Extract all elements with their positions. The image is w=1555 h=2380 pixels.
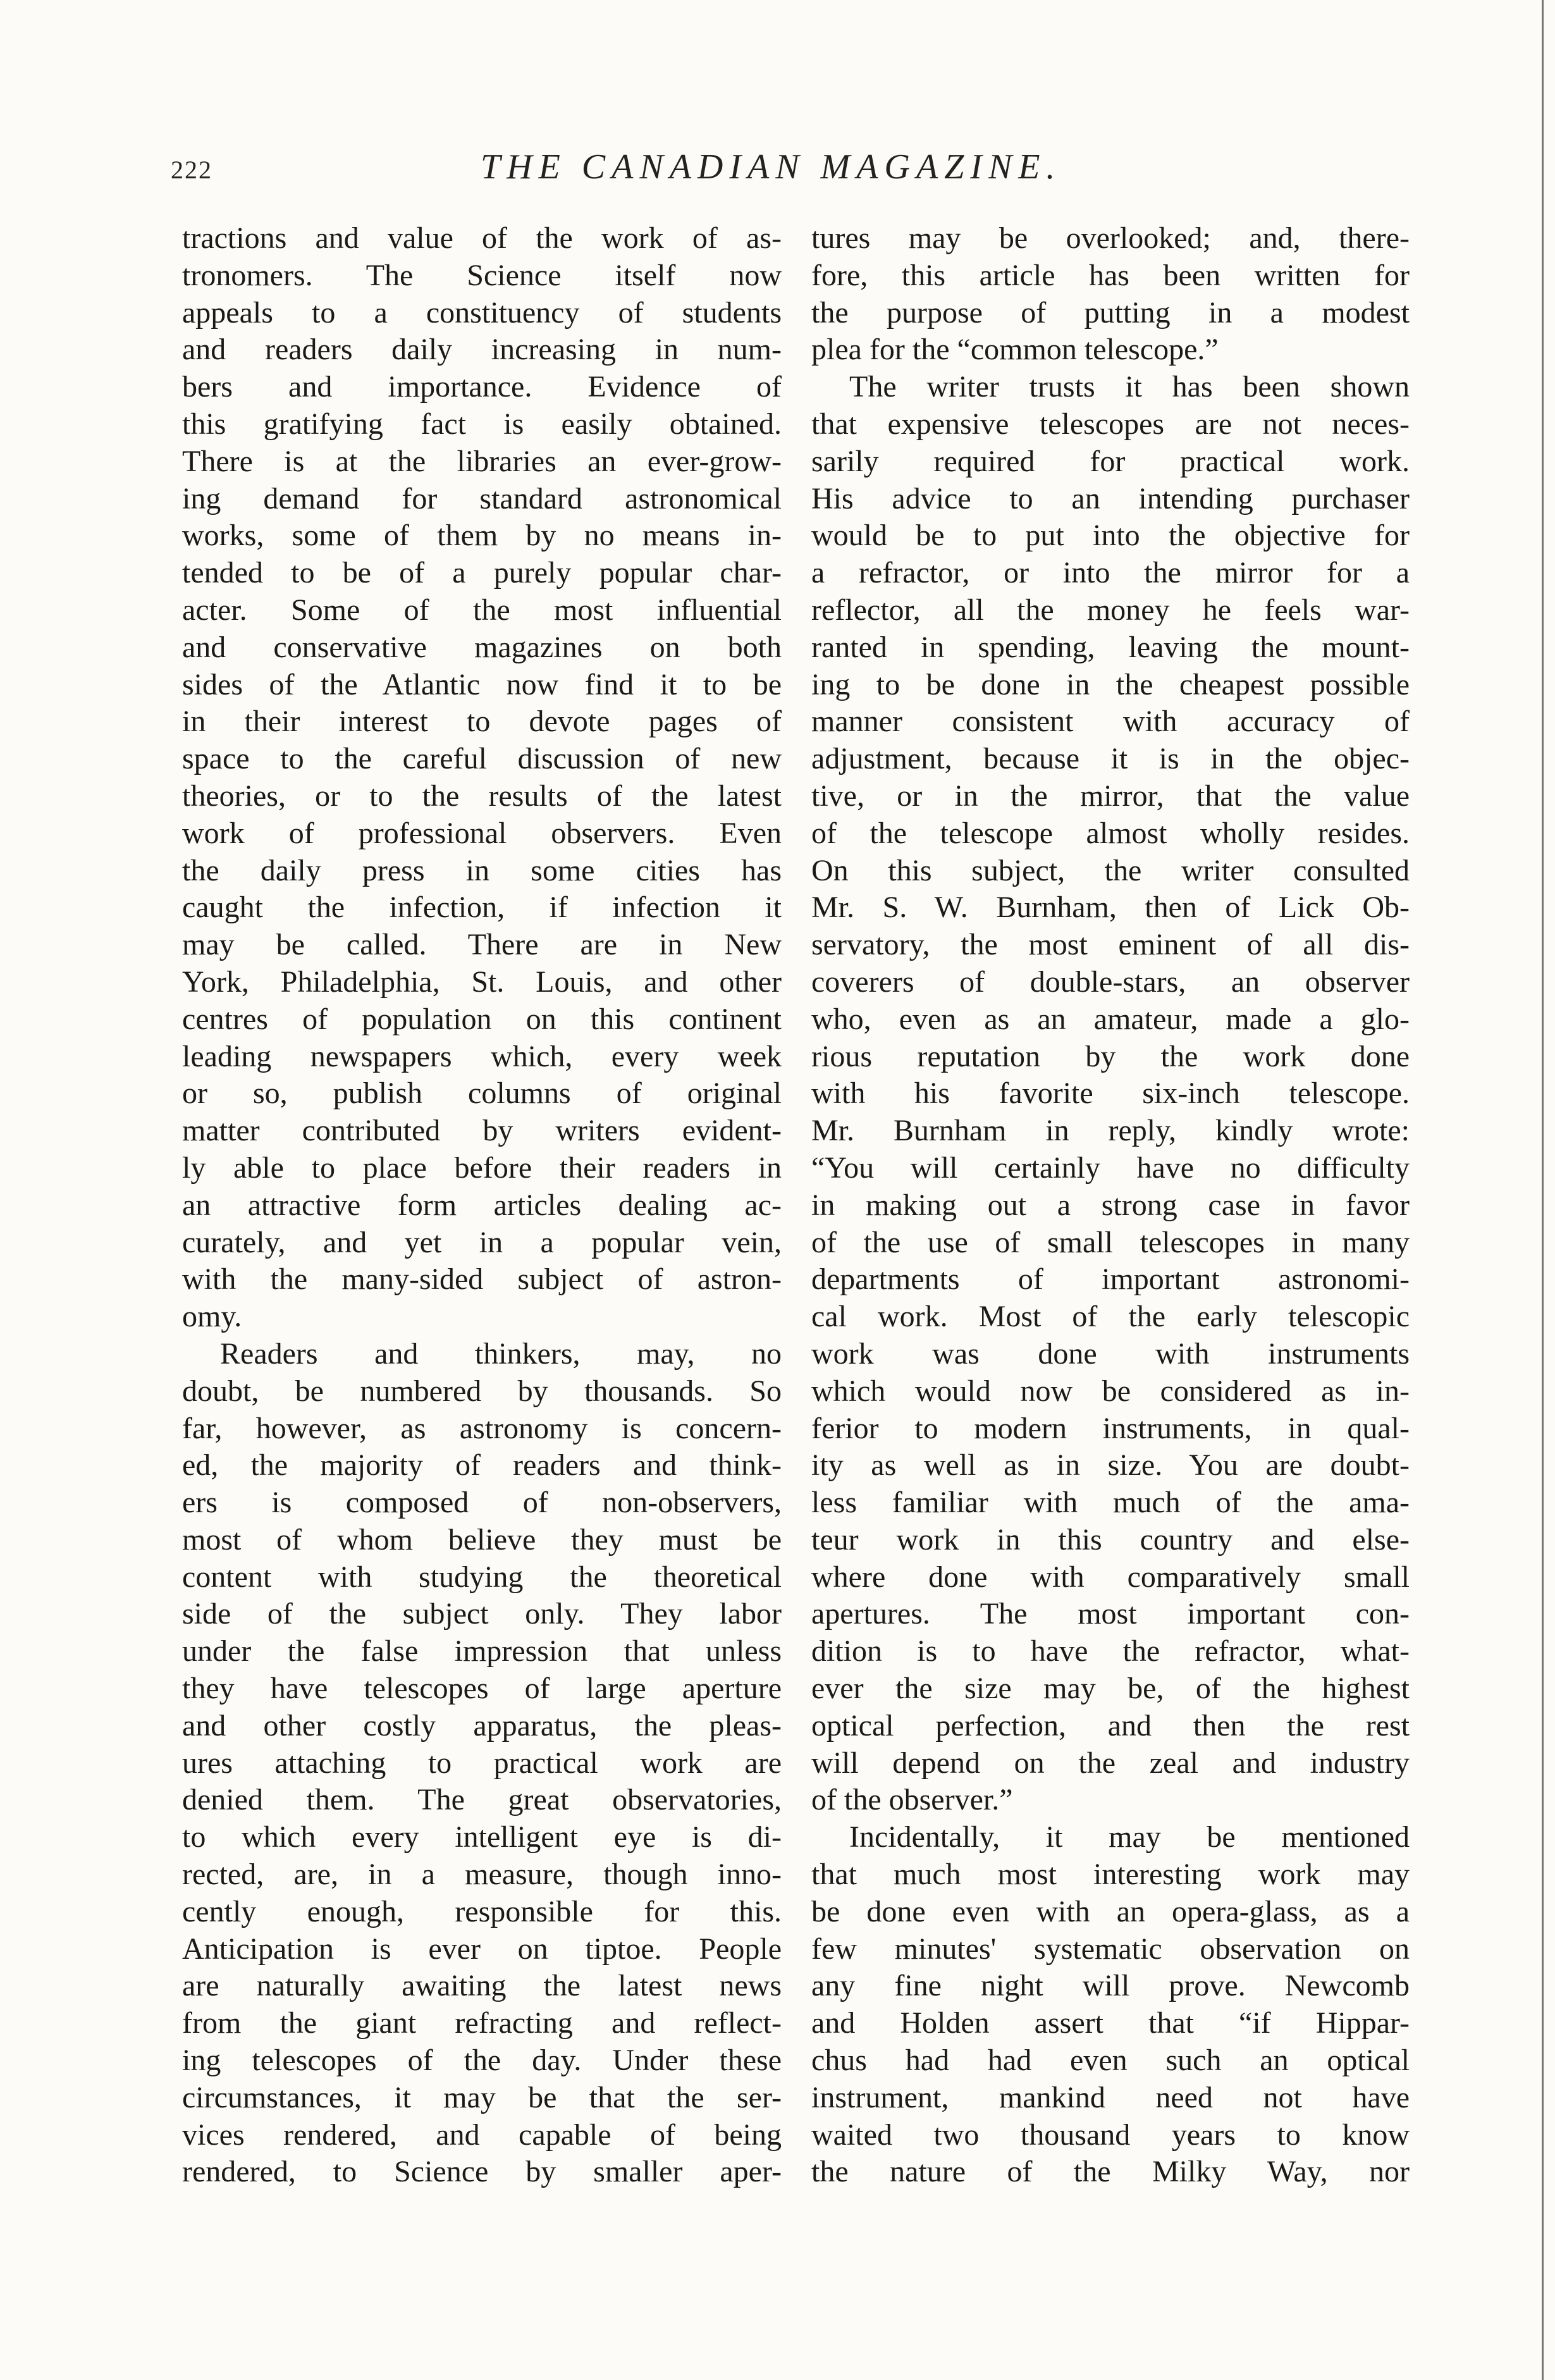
text-line: the daily press in some cities has <box>182 853 782 887</box>
text-line: acter. Some of the most influential <box>182 593 782 627</box>
text-line: content with studying the theoretical <box>182 1560 782 1594</box>
text-line: from the giant refracting and reflect- <box>182 2006 782 2040</box>
text-line: waited two thousand years to know <box>811 2118 1410 2152</box>
text-line: servatory, the most eminent of all dis- <box>811 928 1410 962</box>
text-line: optical perfection, and then the rest <box>811 1708 1410 1742</box>
text-line: an attractive form articles dealing ac- <box>182 1188 782 1222</box>
text-line: cal work. Most of the early telescopic <box>811 1300 1410 1334</box>
text-line: of the telescope almost wholly resides. <box>811 816 1410 850</box>
text-line: circumstances, it may be that the ser- <box>182 2080 782 2114</box>
text-line: work was done with instruments <box>811 1336 1410 1371</box>
text-line: ly able to place before their readers in <box>182 1150 782 1185</box>
text-line: any fine night will prove. Newcomb <box>811 1969 1410 2003</box>
text-line: sarily required for practical work. <box>811 444 1410 478</box>
text-line: Mr. Burnham in reply, kindly wrote: <box>811 1114 1410 1148</box>
text-line: York, Philadelphia, St. Louis, and other <box>182 965 782 999</box>
text-line: appeals to a constituency of students <box>182 295 782 330</box>
text-line: tronomers. The Science itself now <box>182 258 782 292</box>
text-line: centres of population on this continent <box>182 1002 782 1036</box>
text-line: in making out a strong case in favor <box>811 1188 1410 1222</box>
text-line: omy. <box>182 1300 242 1334</box>
text-line: manner consistent with accuracy of <box>811 705 1410 739</box>
page-edge-rule <box>1542 0 1544 2380</box>
text-line: ed, the majority of readers and think- <box>182 1448 782 1483</box>
text-line: adjustment, because it is in the objec- <box>811 742 1410 776</box>
text-line: reflector, all the money he feels war- <box>811 593 1410 627</box>
text-line: matter contributed by writers evident- <box>182 1114 782 1148</box>
text-line: tive, or in the mirror, that the value <box>811 779 1410 813</box>
text-line: dition is to have the refractor, what- <box>811 1634 1410 1668</box>
text-line: vices rendered, and capable of being <box>182 2118 782 2152</box>
text-line: His advice to an intending purchaser <box>811 481 1410 515</box>
text-line: works, some of them by no means in- <box>182 519 782 553</box>
text-line: doubt, be numbered by thousands. So <box>182 1374 782 1408</box>
text-line: ity as well as in size. You are doubt- <box>811 1448 1410 1483</box>
text-line: which would now be considered as in- <box>811 1374 1410 1408</box>
text-line: with his favorite six-inch telescope. <box>811 1076 1410 1111</box>
text-line: Mr. S. W. Burnham, then of Lick Ob- <box>811 891 1410 925</box>
page-number: 222 <box>171 156 212 184</box>
text-line: ing telescopes of the day. Under these <box>182 2044 782 2078</box>
text-line: sides of the Atlantic now find it to be <box>182 667 782 701</box>
text-line: Incidentally, it may be mentioned <box>849 1820 1410 1854</box>
text-line: “You will certainly have no difficulty <box>811 1150 1410 1185</box>
text-line: side of the subject only. They labor <box>182 1597 782 1631</box>
text-line: ever the size may be, of the highest <box>811 1672 1410 1706</box>
text-line: tended to be of a purely popular char- <box>182 556 782 590</box>
text-line: The writer trusts it has been shown <box>849 370 1410 404</box>
text-line: ranted in spending, leaving the mount- <box>811 630 1410 664</box>
text-line: theories, or to the results of the latest <box>182 779 782 813</box>
text-line: instrument, mankind need not have <box>811 2080 1410 2114</box>
text-line: under the false impression that unless <box>182 1634 782 1668</box>
text-line: to which every intelligent eye is di- <box>182 1820 782 1854</box>
text-line: ferior to modern instruments, in qual- <box>811 1411 1410 1445</box>
text-line: that expensive telescopes are not neces- <box>811 407 1410 441</box>
text-line: of the use of small telescopes in many <box>811 1225 1410 1259</box>
text-line: plea for the “common telescope.” <box>811 333 1219 367</box>
text-line: most of whom believe they must be <box>182 1522 782 1557</box>
text-line: less familiar with much of the ama- <box>811 1486 1410 1520</box>
text-line: tractions and value of the work of as- <box>182 221 782 255</box>
text-line: or so, publish columns of original <box>182 1076 782 1111</box>
text-line: fore, this article has been written for <box>811 258 1410 292</box>
text-line: with the many-sided subject of astron- <box>182 1262 782 1297</box>
text-line: the purpose of putting in a modest <box>811 295 1410 330</box>
text-line: cently enough, responsible for this. <box>182 1894 782 1928</box>
text-line: are naturally awaiting the latest news <box>182 1969 782 2003</box>
text-line: rected, are, in a measure, though inno- <box>182 1858 782 1892</box>
text-line: tures may be overlooked; and, there- <box>811 221 1410 255</box>
text-line: this gratifying fact is easily obtained. <box>182 407 782 441</box>
text-line: bers and importance. Evidence of <box>182 370 782 404</box>
text-line: departments of important astronomi- <box>811 1262 1410 1297</box>
text-line: ing to be done in the cheapest possible <box>811 667 1410 701</box>
text-line: Readers and thinkers, may, no <box>220 1336 782 1371</box>
text-line: apertures. The most important con- <box>811 1597 1410 1631</box>
text-line: caught the infection, if infection it <box>182 891 782 925</box>
text-line: Anticipation is ever on tiptoe. People <box>182 1932 782 1966</box>
text-line: and other costly apparatus, the pleas- <box>182 1708 782 1742</box>
text-line: ures attaching to practical work are <box>182 1746 782 1780</box>
text-line: There is at the libraries an ever-grow- <box>182 444 782 478</box>
text-line: and readers daily increasing in num- <box>182 333 782 367</box>
text-line: of the observer.” <box>811 1783 1013 1817</box>
text-line: work of professional observers. Even <box>182 816 782 850</box>
text-line: space to the careful discussion of new <box>182 742 782 776</box>
left-column <box>182 220 782 2191</box>
text-line: that much most interesting work may <box>811 1858 1410 1892</box>
text-line: rious reputation by the work done <box>811 1039 1410 1073</box>
text-line: would be to put into the objective for <box>811 519 1410 553</box>
text-line: On this subject, the writer consulted <box>811 853 1410 887</box>
running-title: THE CANADIAN MAGAZINE. <box>481 147 1062 187</box>
text-line: and conservative magazines on both <box>182 630 782 664</box>
text-line: ers is composed of non-observers, <box>182 1486 782 1520</box>
text-line: chus had had even such an optical <box>811 2044 1410 2078</box>
text-line: a refractor, or into the mirror for a <box>811 556 1410 590</box>
text-line: few minutes' systematic observation on <box>811 1932 1410 1966</box>
text-line: may be called. There are in New <box>182 928 782 962</box>
text-line: teur work in this country and else- <box>811 1522 1410 1557</box>
text-line: far, however, as astronomy is concern- <box>182 1411 782 1445</box>
text-line: ing demand for standard astronomical <box>182 481 782 515</box>
text-line: coverers of double-stars, an observer <box>811 965 1410 999</box>
text-line: who, even as an amateur, made a glo- <box>811 1002 1410 1036</box>
text-line: and Holden assert that “if Hippar- <box>811 2006 1410 2040</box>
text-line: curately, and yet in a popular vein, <box>182 1225 782 1259</box>
text-line: in their interest to devote pages of <box>182 705 782 739</box>
text-line: where done with comparatively small <box>811 1560 1410 1594</box>
right-column <box>811 220 1410 2191</box>
text-line: denied them. The great observatories, <box>182 1783 782 1817</box>
text-line: rendered, to Science by smaller aper- <box>182 2155 782 2189</box>
text-line: they have telescopes of large aperture <box>182 1672 782 1706</box>
text-line: leading newspapers which, every week <box>182 1039 782 1073</box>
text-line: be done even with an opera-glass, as a <box>811 1894 1410 1928</box>
text-line: the nature of the Milky Way, nor <box>811 2155 1410 2189</box>
text-line: will depend on the zeal and industry <box>811 1746 1410 1780</box>
